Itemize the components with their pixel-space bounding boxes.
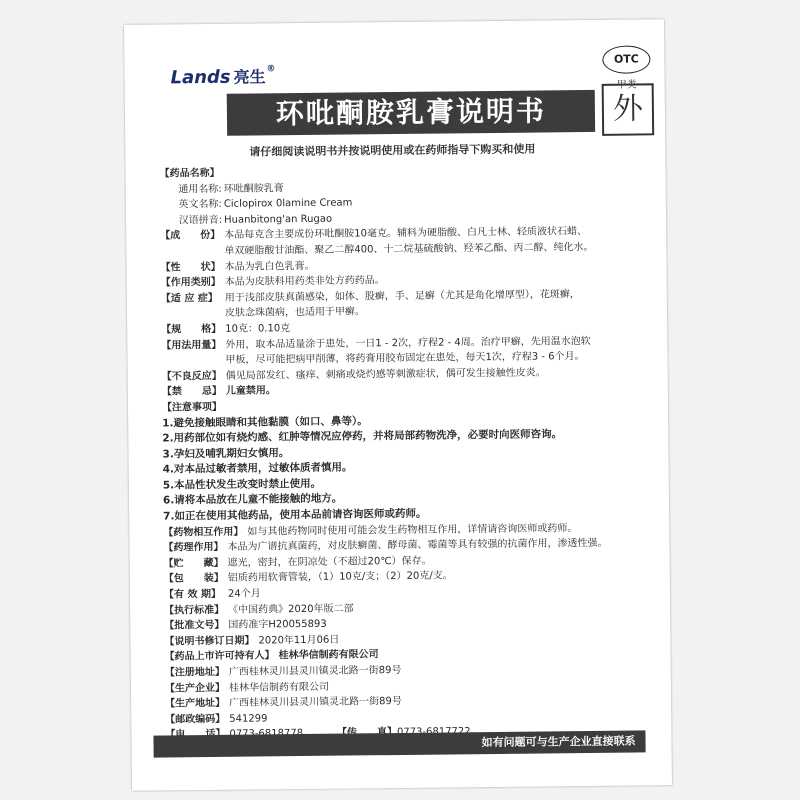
revision-row: 【说明书修订日期】 2020年11月06日 <box>164 634 340 648</box>
interaction-row: 【药物相互作用】 如与其他药物同时使用可能会发生药物相互作用，详情请咨询医师或药师。 <box>163 522 578 539</box>
contraindication-row: 【禁 忌】 儿童禁用。 <box>161 385 276 398</box>
validity-row: 【有 效 期】 24个月 <box>163 588 261 601</box>
external-use-mark: 外 <box>602 83 655 136</box>
precaution-item: 1.避免接触眼睛和其他黏膜（如口、鼻等）。 <box>162 414 368 429</box>
indications-row: 【适 应 症】 用于浅部皮肤真菌感染，如体、股癣，手、足癣（尤其是角化增厚型），花斑癣， <box>160 288 580 305</box>
footer-contact-note: 如有问题可与生产企业直接联系 <box>153 730 645 757</box>
adverse-row: 【不良反应】 偶见局部发红、瘙痒、刺痛或烧灼感等刺激症状，偶可发生接触性皮炎。 <box>161 367 546 383</box>
drug-name-heading: 【药品名称】 <box>159 167 220 180</box>
composition-row: 【成 份】 本品每克含主要成份环吡酮胺10毫克。辅料为硬脂酸、白凡士林、轻质液状石蜡、 <box>160 226 587 242</box>
indications-line-2: 皮肤念珠菌病，也适用于甲癣。 <box>224 306 366 320</box>
otc-badge: OTC <box>602 45 650 74</box>
instruction-sheet <box>124 19 672 791</box>
package-row: 【包 装】 铝质药用软膏管装，（1）10克/支；（2）20克/支。 <box>163 570 453 585</box>
postcode-row: 【邮政编码】 541299 <box>165 713 268 726</box>
usage-line-2: 甲板，尽可能把病甲削薄，将药膏用胶布固定在患处，每天1次，疗程3 - 6个月。 <box>225 351 585 366</box>
composition-line-2: 单双硬脂酸甘油酯、聚乙二醇400、十二烷基硫酸钠、羟苯乙酯、丙二醇、纯化水。 <box>224 241 594 257</box>
precaution-item: 5.本品性状发生改变时禁止使用。 <box>162 477 322 492</box>
precaution-item: 7.如正在使用其他药品，使用本品前请咨询医师或药师。 <box>163 507 427 523</box>
english-name-row: 英文名称: Ciclopirox 0lamine Cream <box>178 197 353 211</box>
document-title: 环吡酮胺乳膏说明书 <box>227 90 595 136</box>
storage-row: 【贮 藏】 遮光，密封，在阴凉处（不超过20℃）保存。 <box>163 555 432 570</box>
generic-name-row: 通用名称: 环吡酮胺乳膏 <box>178 182 284 195</box>
spec-row: 【规 格】 10克：0.10克 <box>161 323 291 336</box>
precautions-heading: 【注意事项】 <box>161 401 223 414</box>
approval-row: 【批准文号】 国药准字H20055893 <box>164 618 327 632</box>
reg-address-row: 【注册地址】 广西桂林灵川县灵川镇灵北路一街89号 <box>164 664 402 679</box>
prod-address-row: 【生产地址】 广西桂林灵川县灵川镇灵北路一街89号 <box>165 696 402 710</box>
precaution-item: 6.请将本品放在儿童不能接触的地方。 <box>162 493 343 507</box>
pharmacology-row: 【药理作用】 本品为广谱抗真菌药，对皮肤癣菌、酵母菌、霉菌等具有较强的抗菌作用，渗透性强。 <box>163 538 608 554</box>
precaution-item: 4.对本品过敏者禁用，过敏体质者慎用。 <box>162 461 353 476</box>
manufacturer-row: 【生产企业】 桂林华信制药有限公司 <box>164 681 330 695</box>
usage-row: 【用法用量】 外用，取本品适量涂于患处，一日1 - 2次，疗程2 - 4周。治疗甲癣，先用温水泡软 <box>161 335 591 352</box>
brand-logo: Lands 亮生® <box>170 64 276 89</box>
usage-advice: 请仔细阅读说明书并按说明使用或在药师指导下购买和使用 <box>249 142 536 159</box>
holder-row: 【药品上市许可持有人】 桂林华信制药有限公司 <box>164 649 379 663</box>
otc-class: 甲类 <box>616 79 637 91</box>
standard-row: 【执行标准】 《中国药典》2020年版二部 <box>164 603 354 617</box>
pinyin-name-row: 汉语拼音: Huanbitong'an Rugao <box>178 213 333 227</box>
precaution-item: 2.用药部位如有烧灼感、红肿等情况应停药，并将局部药物洗净，必要时向医师咨询。 <box>162 428 563 445</box>
instruction-content <box>159 162 635 744</box>
character-row: 【性 状】 本品为乳白色乳膏。 <box>160 260 315 274</box>
category-row: 【作用类别】 本品为皮肤科用药类非处方药药品。 <box>160 275 385 289</box>
precaution-item: 3.孕妇及哺乳期妇女慎用。 <box>162 446 290 461</box>
